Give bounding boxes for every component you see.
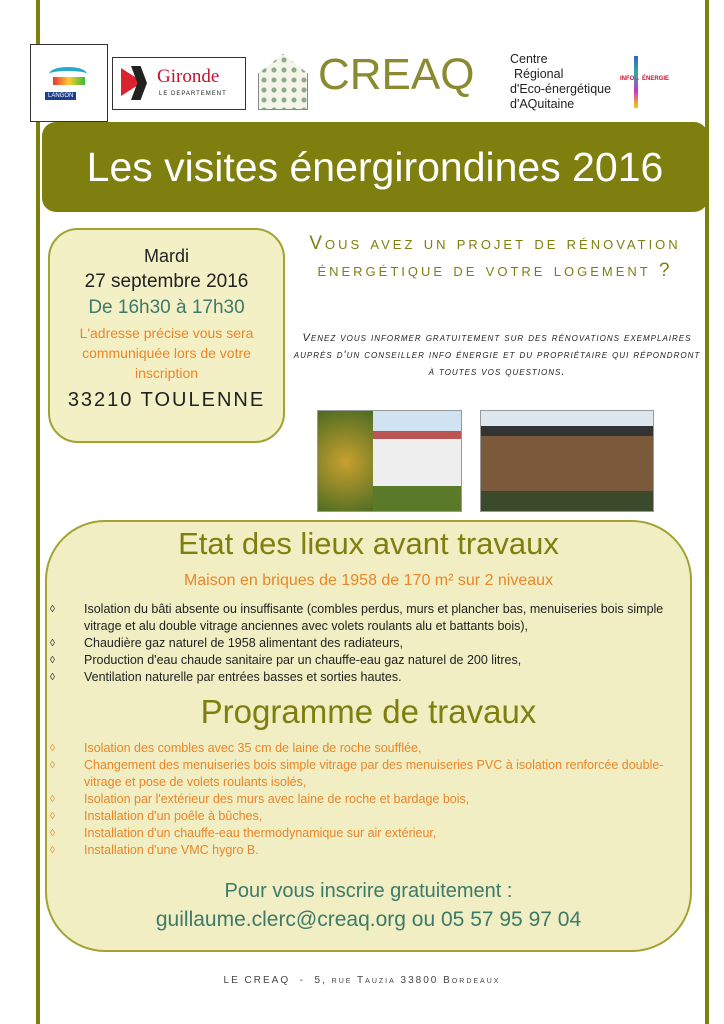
address-note: L'adresse précise vous sera communiquée lors de votre inscription bbox=[79, 325, 254, 381]
creaq-full-name: Centre Régional d'Eco-énergétique d'AQuitaine bbox=[510, 52, 612, 111]
house-icon bbox=[258, 54, 308, 110]
event-time: De 16h30 à 17h30 bbox=[88, 297, 245, 318]
intro-heading: Vous avez un projet de rénovation énergétique de votre logement ? bbox=[309, 233, 681, 281]
contact-link[interactable]: guillaume.clerc@creaq.org ou 05 57 95 97 04 bbox=[155, 908, 582, 931]
list-item: ◊ Installation d'un poêle à bûches, bbox=[50, 809, 263, 823]
gironde-logo: Gironde LE DEPARTEMENT bbox=[112, 57, 246, 110]
left-border bbox=[36, 0, 40, 1024]
footer-address: LE CREAQ - 5, rue Tauzia 33800 Bordeaux bbox=[223, 975, 501, 986]
list-item: ◊ Isolation par l'extérieur des murs avec laine de roche et bardage bois, bbox=[50, 792, 470, 806]
event-day: Mardi bbox=[143, 246, 189, 266]
langon-logo: LANGON bbox=[30, 44, 108, 122]
event-date: 27 septembre 2016 bbox=[84, 271, 249, 292]
before-list bbox=[50, 601, 670, 686]
list-item: ◊ Isolation du bâti absente ou insuffisante (combles perdus, murs et plancher bas, menuiseries bois simple vitrage et alu double vitrage anciennes avec volets roulants alu et battants bois), bbox=[50, 602, 664, 633]
list-item: ◊ Chaudière gaz naturel de 1958 alimentant des radiateurs, bbox=[50, 636, 403, 650]
list-item: ◊ Production d'eau chaude sanitaire par un chauffe-eau gaz naturel de 200 litres, bbox=[50, 653, 522, 667]
list-item: ◊ Installation d'un chauffe-eau thermodynamique sur air extérieur, bbox=[50, 826, 437, 840]
before-subheading: Maison en briques de 1958 de 170 m² sur 2 niveaux bbox=[183, 572, 554, 589]
house-photo-after bbox=[480, 410, 654, 512]
house-photo-before bbox=[317, 410, 462, 512]
list-item: ◊ Isolation des combles avec 35 cm de laine de roche soufflée, bbox=[50, 741, 422, 755]
signup-line: Pour vous inscrire gratuitement : bbox=[224, 880, 513, 902]
event-info-box bbox=[48, 228, 285, 443]
page-title: Les visites énergirondines 2016 bbox=[42, 122, 708, 212]
list-item: ◊ Installation d'une VMC hygro B. bbox=[50, 843, 259, 857]
list-item: ◊ Changement des menuiseries bois simple vitrage par des menuiseries PVC à isolation renforcée double-vitrage et pose de volets roulants isolés, bbox=[50, 758, 664, 789]
event-location: 33210 TOULENNE bbox=[67, 389, 266, 411]
list-item: ◊ Ventilation naturelle par entrées basses et sorties hautes. bbox=[50, 670, 402, 684]
program-heading: Programme de travaux bbox=[200, 693, 537, 730]
info-energie-logo: INFO→ ÉNERGIE bbox=[620, 56, 678, 108]
program-list bbox=[50, 740, 670, 859]
intro-text: Venez vous informer gratuitement sur des rénovations exemplaires auprès d'un conseiller info énergie et du propriétaire qui répondront à toutes vos questions. bbox=[293, 332, 701, 378]
before-heading: Etat des lieux avant travaux bbox=[178, 526, 559, 561]
